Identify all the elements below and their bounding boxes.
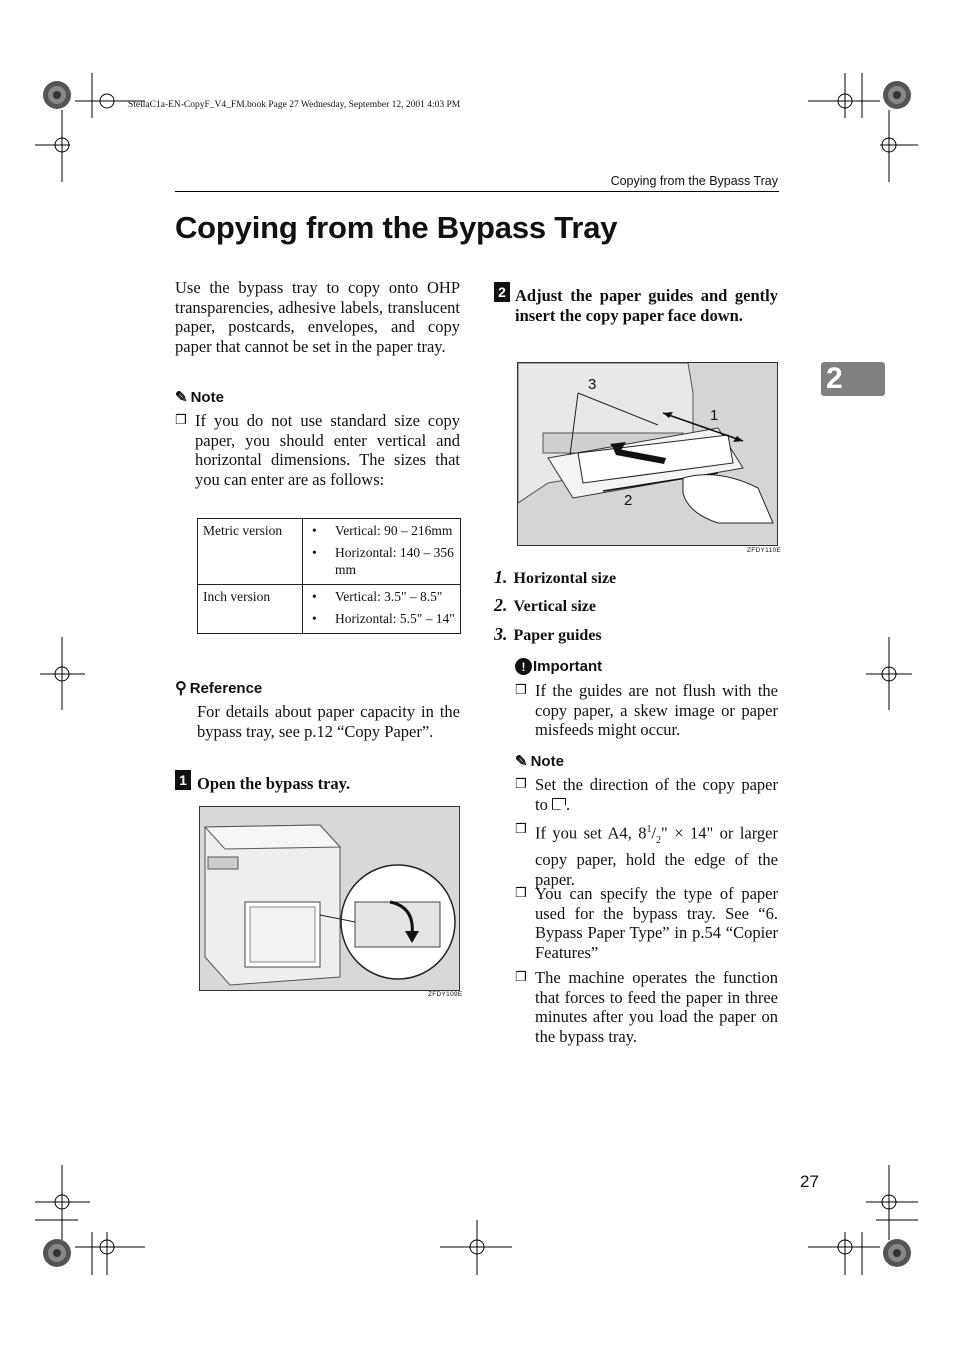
legend-item — [494, 624, 616, 652]
page-title: Copying from the Bypass Tray — [175, 210, 618, 245]
step-text: Adjust the paper guides and gently insert the copy paper face down. — [515, 286, 778, 325]
header-rule — [175, 191, 779, 192]
figure-code: ZFDY110E — [747, 547, 782, 554]
magnifier-icon: ⚲ — [175, 680, 187, 697]
table-cell-label: Inch version — [198, 585, 303, 634]
note-item — [515, 775, 778, 814]
step-number-badge: 2 — [494, 282, 510, 302]
step-2 — [494, 282, 778, 325]
pencil-icon: ✎ — [175, 389, 188, 406]
bypass-tray-illustration — [518, 363, 777, 545]
table-value-text: Vertical: 3.5" – 8.5" — [335, 589, 443, 604]
checkbox-bullet-icon: ❒ — [515, 777, 527, 792]
step-1 — [175, 770, 350, 794]
note-item — [515, 820, 778, 890]
table-row — [198, 519, 461, 585]
figure-callout: 2 — [624, 492, 633, 509]
checkbox-bullet-icon: ❒ — [515, 822, 527, 837]
note-item-text: You can specify the type of paper used for the bypass tray. See “6. Bypass Paper Type” in p.54 “Copier Features” — [535, 884, 778, 962]
note-item — [515, 968, 778, 1046]
important-heading — [515, 658, 602, 675]
note-heading-label: Note — [530, 752, 564, 770]
reference-text: For details about paper capacity in the bypass tray, see p.12 “Copy Paper”. — [197, 702, 460, 741]
figure-legend — [494, 567, 616, 652]
note-item-text: Set the direction of the copy paper to . — [535, 775, 778, 814]
pencil-icon: ✎ — [515, 753, 528, 770]
table-cell-label: Metric version — [198, 519, 303, 585]
reference-heading — [175, 678, 262, 698]
figure-callout: 3 — [588, 376, 597, 393]
chapter-tab: 2 — [821, 362, 885, 396]
note-heading-label: Note — [190, 388, 224, 406]
legend-number: 3. — [494, 624, 508, 644]
legend-number: 2. — [494, 595, 508, 615]
copier-illustration — [200, 807, 459, 990]
size-table — [197, 518, 461, 634]
intro-paragraph: Use the bypass tray to copy onto OHP transparencies, adhesive labels, translucent paper, postcards, envelopes, and copy paper that cannot be set in the paper tray. — [175, 278, 460, 356]
table-cell-values — [303, 519, 461, 585]
table-value-item: • Vertical: 90 – 216mm — [312, 523, 453, 538]
reference-heading-label: Reference — [189, 679, 263, 697]
legend-label: Vertical size — [513, 598, 596, 615]
table-value-text: Vertical: 90 – 216mm — [335, 523, 453, 538]
legend-number: 1. — [494, 567, 508, 587]
note-item — [515, 884, 778, 962]
step-text: Open the bypass tray. — [197, 774, 351, 793]
table-value-text: Horizontal: 5.5" – 14" — [335, 611, 455, 626]
legend-item — [494, 567, 616, 595]
figure-open-bypass-tray — [199, 806, 460, 991]
figure-callout: 1 — [710, 407, 719, 424]
table-row — [198, 585, 461, 634]
table-cell-values — [303, 585, 461, 634]
checkbox-bullet-icon: ❒ — [515, 886, 527, 901]
important-item-text: If the guides are not flush with the copy paper, a skew image or paper misfeeds might occur. — [535, 681, 778, 740]
table-value-item: • Vertical: 3.5" – 8.5" — [312, 589, 443, 604]
paper-orientation-icon — [552, 798, 566, 810]
page-number: 27 — [800, 1172, 819, 1191]
step-number-badge: 1 — [175, 770, 191, 790]
table-value-item: • Horizontal: 5.5" – 14" — [312, 611, 455, 626]
legend-item — [494, 595, 616, 624]
checkbox-bullet-icon: ❒ — [175, 413, 187, 428]
legend-label: Paper guides — [513, 627, 602, 644]
important-heading-label: Important — [533, 658, 603, 675]
note-heading — [515, 752, 564, 770]
checkbox-bullet-icon: ❒ — [515, 970, 527, 985]
note-item — [175, 411, 460, 489]
table-value-text: Horizontal: 140 – 356 mm — [335, 545, 454, 577]
note-item-text: The machine operates the function that forces to feed the paper in three minutes after you load the paper on the bypass tray. — [535, 968, 778, 1046]
note-heading — [175, 388, 224, 406]
note-item-text: If you do not use standard size copy paper, you should enter vertical and horizontal dimensions. The sizes that you can enter are as follows: — [195, 411, 460, 489]
legend-label: Horizontal size — [513, 570, 617, 587]
figure-code: ZFDY109E — [428, 991, 463, 998]
checkbox-bullet-icon: ❒ — [515, 683, 527, 698]
table-value-item: • Horizontal: 140 – 356 mm — [308, 544, 456, 578]
running-title: Copying from the Bypass Tray — [610, 174, 778, 188]
file-meta: StellaC1a-EN-CopyF_V4_FM.book Page 27 Wednesday, September 12, 2001 4:03 PM — [128, 100, 461, 110]
alert-icon: ! — [515, 658, 532, 675]
figure-insert-paper — [517, 362, 778, 546]
important-item — [515, 681, 778, 740]
note-item-text: If you set A4, $8^1/_2$" × 14" or larger copy paper, hold the edge of the paper. — [535, 823, 778, 889]
